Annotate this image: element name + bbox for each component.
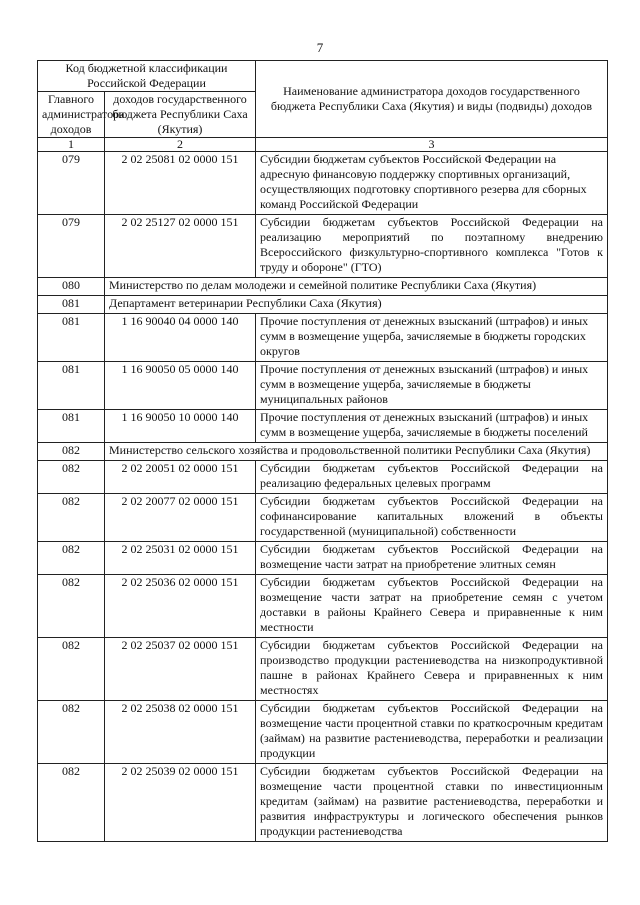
table-row: [38, 494, 608, 542]
table-row: [38, 410, 608, 443]
header-name-column: Наименование администратора доходов государственного бюджета Республики Саха (Якутия) и виды (подвиды) доходов: [256, 61, 608, 138]
admin-code-cell: 080: [38, 278, 105, 296]
income-code-cell: 1 16 90040 04 0000 140: [105, 314, 256, 362]
table-row: [38, 701, 608, 764]
table-row: [38, 542, 608, 575]
admin-code-cell: 082: [38, 701, 105, 764]
table-row: [38, 764, 608, 842]
income-code-cell: 2 02 25127 02 0000 151: [105, 215, 256, 278]
income-code-cell: 2 02 25038 02 0000 151: [105, 701, 256, 764]
income-description-cell: Субсидии бюджетам субъектов Российской Федерации на софинансирование капитальных вложений в объекты государственной (муниципальной) собственности: [256, 494, 608, 542]
admin-code-cell: 082: [38, 542, 105, 575]
header-income-column: доходов государственного бюджета Республики Саха (Якутия): [105, 92, 256, 138]
income-description-cell: Субсидии бюджетам субъектов Российской Федерации на производство продукции растениеводства на низкопродуктивной пашне в районах Крайнего Севера и приравненных к ним местностях: [256, 638, 608, 701]
income-code-cell: 1 16 90050 10 0000 140: [105, 410, 256, 443]
income-code-cell: 2 02 25036 02 0000 151: [105, 575, 256, 638]
column-number-3: 3: [256, 138, 608, 152]
table-body: [38, 152, 608, 842]
income-description-cell: Субсидии бюджетам субъектов Российской Федерации на реализацию мероприятий по поэтапному внедрению Всероссийского физкультурно-спортивного комплекса "Готов к труду и обороне" (ГТО): [256, 215, 608, 278]
ministry-name-cell: Министерство сельского хозяйства и продовольственной политики Республики Саха (Якутия): [105, 443, 608, 461]
column-number-1: 1: [38, 138, 105, 152]
admin-code-cell: 082: [38, 638, 105, 701]
admin-code-cell: 081: [38, 410, 105, 443]
table-row: [38, 152, 608, 215]
column-number-2: 2: [105, 138, 256, 152]
ministry-row: [38, 296, 608, 314]
income-description-cell: Субсидии бюджетам субъектов Российской Федерации на возмещение части затрат на приобретение семян с учетом доставки в районы Крайнего Севера и приравненные к ним местности: [256, 575, 608, 638]
admin-code-cell: 082: [38, 443, 105, 461]
income-code-cell: 2 02 25037 02 0000 151: [105, 638, 256, 701]
admin-code-cell: 082: [38, 764, 105, 842]
admin-code-cell: 081: [38, 314, 105, 362]
header-group-title: Код бюджетной классификации Российской Федерации: [38, 61, 256, 92]
admin-code-cell: 079: [38, 215, 105, 278]
table-row: [38, 575, 608, 638]
ministry-row: [38, 278, 608, 296]
table-row: [38, 314, 608, 362]
table-row: [38, 362, 608, 410]
table-row: [38, 461, 608, 494]
income-code-cell: 2 02 25081 02 0000 151: [105, 152, 256, 215]
income-code-cell: 1 16 90050 05 0000 140: [105, 362, 256, 410]
income-description-cell: Прочие поступления от денежных взысканий (штрафов) и иных сумм в возмещение ущерба, зачисляемые в бюджеты городских округов: [256, 314, 608, 362]
budget-classification-table: [37, 60, 608, 842]
page-number: 7: [316, 40, 324, 55]
income-description-cell: Субсидии бюджетам субъектов Российской Федерации на возмещение части процентной ставки по инвестиционным кредитам (займам) на развитие растениеводства, переработки и развития инфраструктуры и логического обеспечения рынков продукции растениеводства: [256, 764, 608, 842]
income-code-cell: 2 02 20051 02 0000 151: [105, 461, 256, 494]
income-code-cell: 2 02 25031 02 0000 151: [105, 542, 256, 575]
income-description-cell: Субсидии бюджетам субъектов Российской Федерации на адресную финансовую поддержку спортивных организаций, осуществляющих подготовку спортивного резерва для сборных команд Российской Федерации: [256, 152, 608, 215]
table-row: [38, 215, 608, 278]
income-description-cell: Субсидии бюджетам субъектов Российской Федерации на возмещение части затрат на приобретение элитных семян: [256, 542, 608, 575]
admin-code-cell: 081: [38, 362, 105, 410]
income-description-cell: Субсидии бюджетам субъектов Российской Федерации на возмещение части процентной ставки по краткосрочным кредитам (займам) на развитие растениеводства, переработки и реализации продукции: [256, 701, 608, 764]
ministry-name-cell: Министерство по делам молодежи и семейной политике Республики Саха (Якутия): [105, 278, 608, 296]
ministry-name-cell: Департамент ветеринарии Республики Саха (Якутия): [105, 296, 608, 314]
table-row: [38, 638, 608, 701]
ministry-row: [38, 443, 608, 461]
admin-code-cell: 079: [38, 152, 105, 215]
income-code-cell: 2 02 20077 02 0000 151: [105, 494, 256, 542]
header-admin-column: Главного администратора доходов: [38, 92, 105, 138]
income-description-cell: Прочие поступления от денежных взысканий (штрафов) и иных сумм в возмещение ущерба, зачисляемые в бюджеты поселений: [256, 410, 608, 443]
admin-code-cell: 082: [38, 461, 105, 494]
income-description-cell: Субсидии бюджетам субъектов Российской Федерации на реализацию федеральных целевых программ: [256, 461, 608, 494]
admin-code-cell: 082: [38, 494, 105, 542]
admin-code-cell: 082: [38, 575, 105, 638]
income-code-cell: 2 02 25039 02 0000 151: [105, 764, 256, 842]
admin-code-cell: 081: [38, 296, 105, 314]
income-description-cell: Прочие поступления от денежных взысканий (штрафов) и иных сумм в возмещение ущерба, зачисляемые в бюджеты муниципальных районов: [256, 362, 608, 410]
